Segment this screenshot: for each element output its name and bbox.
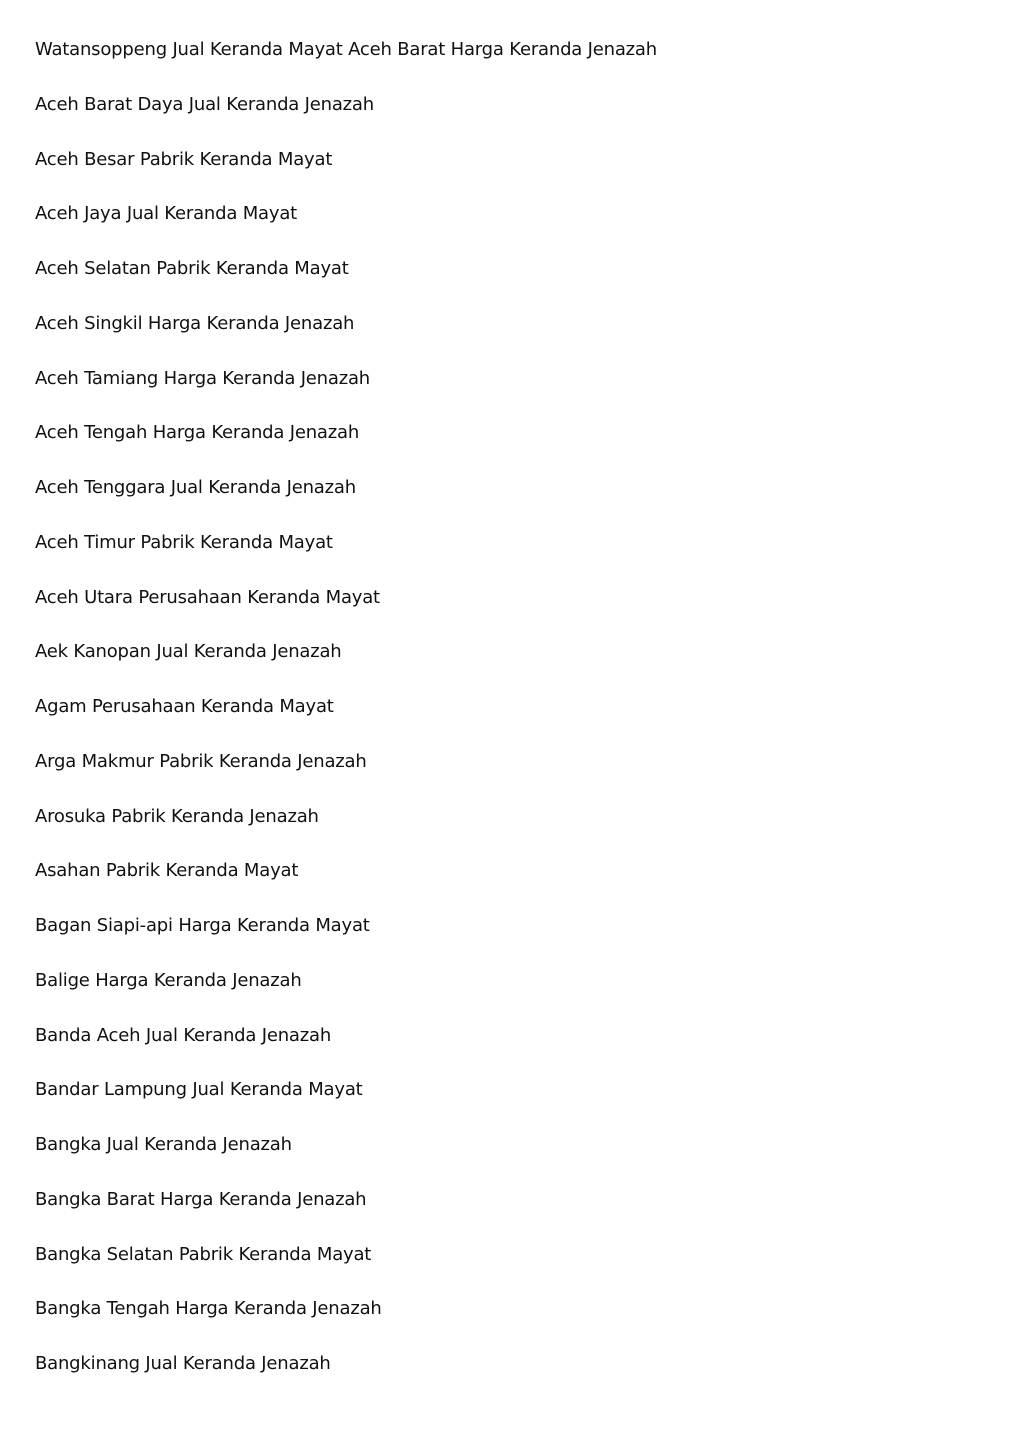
text-line: Agam Perusahaan Keranda Mayat [35, 696, 334, 717]
text-line: Bangka Jual Keranda Jenazah [35, 1134, 292, 1155]
text-line: Bandar Lampung Jual Keranda Mayat [35, 1079, 363, 1101]
text-line: Bangka Selatan Pabrik Keranda Mayat [35, 1243, 372, 1265]
text-line: Aceh Singkil Harga Keranda Jenazah [35, 312, 355, 334]
text-line: Arga Makmur Pabrik Keranda Jenazah [35, 750, 367, 772]
text-line: Bangka Tengah Harga Keranda Jenazah [35, 1298, 382, 1320]
text-line: Watansoppeng Jual Keranda Mayat Aceh Barat Harga Keranda Jenazah [35, 39, 657, 60]
text-line: Aceh Utara Perusahaan Keranda Mayat [35, 586, 380, 608]
text-line: Aceh Selatan Pabrik Keranda Mayat [35, 258, 349, 279]
text-line: Asahan Pabrik Keranda Mayat [35, 860, 299, 882]
text-line: Bangkinang Jual Keranda Jenazah [35, 1353, 331, 1374]
text-line: Banda Aceh Jual Keranda Jenazah [35, 1024, 332, 1046]
text-line: Arosuka Pabrik Keranda Jenazah [35, 805, 319, 827]
text-line: Aceh Jaya Jual Keranda Mayat [35, 203, 298, 225]
text-line-list [35, 37, 657, 1406]
text-line: Bagan Siapi-api Harga Keranda Mayat [35, 915, 370, 936]
text-line: Bangka Barat Harga Keranda Jenazah [35, 1188, 367, 1210]
text-line: Aek Kanopan Jual Keranda Jenazah [35, 641, 342, 663]
text-line: Aceh Besar Pabrik Keranda Mayat [35, 148, 333, 170]
text-line: Balige Harga Keranda Jenazah [35, 969, 302, 991]
text-line: Aceh Timur Pabrik Keranda Mayat [35, 531, 333, 553]
text-line: Aceh Tamiang Harga Keranda Jenazah [35, 367, 370, 389]
text-line: Aceh Tenggara Jual Keranda Jenazah [35, 477, 356, 498]
text-line: Aceh Barat Daya Jual Keranda Jenazah [35, 93, 374, 115]
text-line: Aceh Tengah Harga Keranda Jenazah [35, 422, 360, 444]
